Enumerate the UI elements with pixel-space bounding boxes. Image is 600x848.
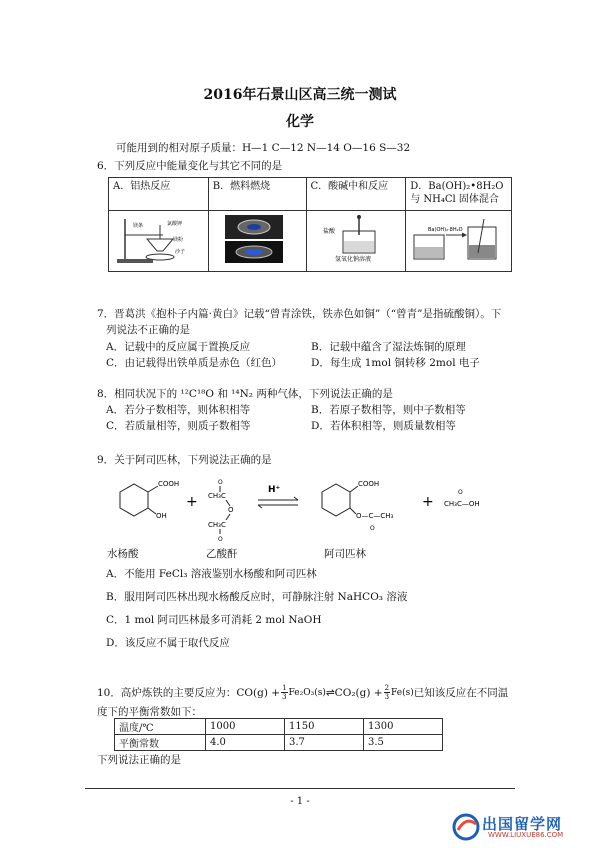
- aspirin-reaction-scheme: [100, 472, 500, 542]
- logo-swirl-icon: [452, 812, 482, 842]
- q8-option-b[interactable]: B．若原子数相等，则中子数相等: [311, 404, 466, 416]
- q6-image-a: [109, 211, 209, 272]
- q8-option-c[interactable]: C．若质量相等，则质子数相等: [106, 420, 251, 432]
- q7-option-a[interactable]: A．记载中的反应属于置换反应: [106, 341, 251, 353]
- gas-stove-image: [211, 213, 299, 265]
- q6-option-d[interactable]: D．Ba(OH)₂•8H₂O与 NH₄Cl 固体混合: [406, 178, 512, 211]
- svg-text:Ba(OH)₂·8H₂O: Ba(OH)₂·8H₂O: [428, 227, 463, 233]
- q8-option-d[interactable]: D．若体积相等，则质量数相等: [311, 420, 456, 432]
- aspirin-structure: [322, 480, 394, 532]
- fraction-one-third: $\frac{1}{3}$: [282, 684, 287, 701]
- q6-stem: 6．下列反应中能量变化与其它不同的是: [97, 160, 283, 172]
- q7-option-c[interactable]: C．由记载得出铁单质是赤色（红色）: [106, 357, 283, 369]
- q10-after-table: 下列说法正确的是: [97, 754, 181, 766]
- svg-text:O: O: [218, 536, 223, 542]
- name-acetic-anhydride: 乙酸酐: [206, 548, 238, 560]
- q8-stem: 8．相同状况下的 ¹²C¹⁸O 和 ¹⁴N₂ 两种气体，下列说法正确的是: [97, 388, 393, 400]
- q6-option-b[interactable]: B．燃料燃烧: [208, 178, 306, 211]
- logo-url: WWW.LIUXUE86.COM: [488, 831, 564, 839]
- q6-image-d: [406, 211, 512, 272]
- table-row: 平衡常数 4.0 3.7 3.5: [115, 735, 443, 751]
- table-row: 温度/℃ 1000 1150 1300: [115, 719, 443, 735]
- q6-image-c: [306, 211, 406, 272]
- q9-option-d[interactable]: D．该反应不属于取代反应: [106, 637, 230, 649]
- name-salicylic-acid: 水杨酸: [107, 548, 139, 560]
- svg-text:+: +: [186, 494, 198, 510]
- svg-text:OH: OH: [156, 512, 167, 520]
- q9-option-c[interactable]: C．1 mol 阿司匹林最多可消耗 2 mol NaOH: [106, 614, 322, 626]
- svg-text:盐酸: 盐酸: [322, 228, 335, 235]
- q7-stem-line1: 7．晋葛洪《抱朴子内篇·黄白》记载“曾青涂铁，铁赤色如铜”（“曾青”是指硫酸铜）。下: [97, 308, 502, 320]
- acetic-anhydride-structure: [208, 479, 234, 542]
- q9-stem: 9．关于阿司匹林，下列说法正确的是: [97, 454, 272, 466]
- q6-option-a[interactable]: A．铝热反应: [109, 178, 209, 211]
- q8-option-a[interactable]: A．若分子数相等，则体积相等: [106, 404, 251, 416]
- q9-option-b[interactable]: B．服用阿司匹林出现水杨酸反应时，可静脉注射 NaHCO₃ 溶液: [106, 591, 408, 603]
- q9-option-a[interactable]: A．不能用 FeCl₃ 溶液鉴别水杨酸和阿司匹林: [106, 568, 317, 580]
- svg-text:氢氧化钠溶液: 氢氧化钠溶液: [334, 256, 371, 263]
- svg-text:CH₃C: CH₃C: [208, 521, 226, 529]
- thermite-apparatus-image: [111, 213, 201, 265]
- svg-text:H⁺: H⁺: [268, 485, 281, 495]
- svg-text:COOH: COOH: [158, 480, 180, 488]
- svg-text:O: O: [228, 506, 234, 514]
- q10-stem-line1: 10．高炉炼铁的主要反应为：CO(g) + $\frac{1}{3}$ Fe₂O₃(s) ⇌ CO₂(g) + $\frac{2}{3}$ Fe(s) 已知该反应在不同温: [97, 684, 509, 701]
- q7-option-d[interactable]: D．每生成 1mol 铜转移 2mol 电子: [311, 357, 480, 369]
- svg-text:氯酸钾: 氯酸钾: [167, 221, 183, 227]
- footer-divider: [85, 788, 515, 789]
- svg-text:+: +: [422, 494, 434, 510]
- acetic-acid-structure: [444, 489, 480, 508]
- svg-text:COOH: COOH: [358, 480, 380, 488]
- svg-text:CH₃C—OH: CH₃C—OH: [444, 500, 480, 508]
- name-aspirin: 阿司匹林: [324, 548, 366, 560]
- subject-title: 化学: [286, 114, 314, 130]
- svg-text:O—C—CH₃: O—C—CH₃: [356, 512, 394, 520]
- svg-text:CH₃C: CH₃C: [208, 492, 226, 500]
- q7-stem-line2: 列说法不正确的是: [106, 324, 190, 336]
- svg-text:O: O: [458, 489, 463, 496]
- svg-text:O: O: [370, 525, 375, 532]
- logo-text: 出国留学网: [482, 815, 563, 833]
- q6-options-table: [108, 177, 512, 272]
- q10-stem-line2: 度下的平衡常数如下：: [97, 706, 202, 718]
- svg-text:镁条: 镁条: [133, 223, 144, 229]
- atomic-masses-note: 可能用到的相对原子质量：H—1 C—12 N—14 O—16 S—32: [116, 142, 411, 154]
- q6-option-c[interactable]: C．酸碱中和反应: [306, 178, 406, 211]
- q7-option-b[interactable]: B．记载中蕴含了湿法炼铜的原理: [311, 341, 466, 353]
- barium-hydroxide-image: [408, 213, 504, 265]
- svg-text:O: O: [218, 479, 223, 486]
- svg-text:镁粉: 镁粉: [173, 237, 184, 243]
- exam-title: 2016年石景山区高三统一测试: [203, 87, 397, 103]
- site-logo[interactable]: [452, 812, 594, 842]
- neutralization-image: [309, 213, 399, 265]
- svg-text:沙子: 沙子: [175, 249, 186, 255]
- equilibrium-constant-table: [114, 718, 443, 751]
- salicylic-acid-structure: [120, 480, 179, 520]
- fraction-two-thirds: $\frac{2}{3}$: [384, 684, 390, 701]
- page-number: - 1 -: [290, 796, 310, 807]
- q6-image-b: [208, 211, 306, 272]
